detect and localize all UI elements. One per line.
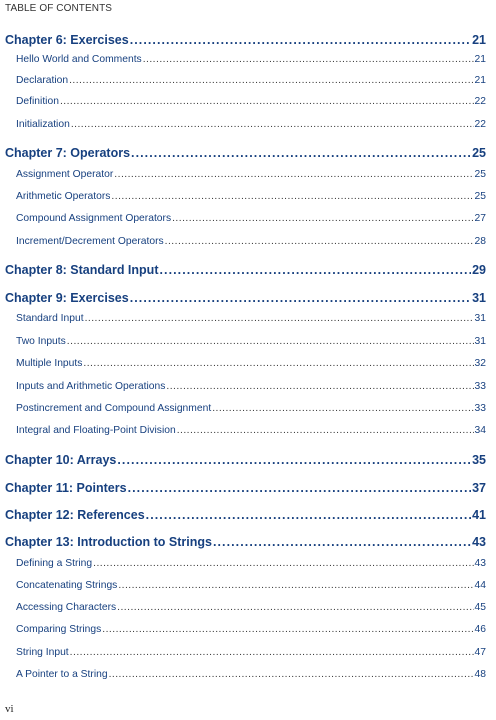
- dot-leader: [177, 425, 474, 436]
- toc-entry-title: Accessing Characters: [16, 602, 117, 613]
- toc-section-entry[interactable]: [16, 169, 486, 180]
- dot-leader: [146, 508, 471, 522]
- toc-entry-title: Postincrement and Compound Assignment: [16, 403, 212, 414]
- toc-entry-page: 25: [474, 169, 486, 180]
- dot-leader: [93, 558, 473, 569]
- toc-entry-page: 21: [472, 33, 486, 47]
- toc-chapter-entry[interactable]: [5, 33, 486, 47]
- toc-section-entry[interactable]: [16, 96, 486, 107]
- dot-leader: [109, 669, 474, 680]
- toc-entry-page: 29: [472, 263, 486, 277]
- toc-entry-page: 22: [474, 96, 486, 107]
- dot-leader: [117, 453, 471, 467]
- toc-entry-page: 25: [472, 146, 486, 160]
- toc-section-entry[interactable]: [16, 558, 486, 569]
- toc-section-entry[interactable]: [16, 425, 486, 436]
- toc-entry-title: String Input: [16, 647, 69, 658]
- toc-entry-title: Chapter 8: Standard Input: [5, 263, 159, 277]
- toc-entry-page: 33: [474, 403, 486, 414]
- toc-entry-page: 43: [472, 535, 486, 549]
- toc-entry-title: Chapter 11: Pointers: [5, 481, 127, 495]
- toc-section-entry[interactable]: [16, 119, 486, 130]
- dot-leader: [213, 535, 471, 549]
- dot-leader: [212, 403, 473, 414]
- toc-section-entry[interactable]: [16, 647, 486, 658]
- toc-chapter-entry[interactable]: [5, 146, 486, 160]
- page-number: vi: [5, 703, 14, 715]
- dot-leader: [143, 54, 474, 65]
- toc-entry-page: 47: [474, 647, 486, 658]
- toc-entry-title: Chapter 9: Exercises: [5, 291, 129, 305]
- toc-entry-title: Multiple Inputs: [16, 358, 83, 369]
- dot-leader: [166, 381, 473, 392]
- toc-chapter-entry[interactable]: [5, 535, 486, 549]
- toc-section-entry[interactable]: [16, 669, 486, 680]
- toc-entry-title: Compound Assignment Operators: [16, 213, 172, 224]
- dot-leader: [71, 119, 474, 130]
- toc-entry-title: Standard Input: [16, 313, 84, 324]
- toc-section-entry[interactable]: [16, 54, 486, 65]
- toc-entry-page: 37: [472, 481, 486, 495]
- dot-leader: [130, 291, 471, 305]
- toc-section-entry[interactable]: [16, 381, 486, 392]
- toc-entry-page: 28: [474, 236, 486, 247]
- toc-entry-title: A Pointer to a String: [16, 669, 108, 680]
- toc-entry-title: Two Inputs: [16, 336, 66, 347]
- toc-entry-page: 31: [472, 291, 486, 305]
- toc-entry-page: 22: [474, 119, 486, 130]
- dot-leader: [67, 336, 474, 347]
- toc-entry-page: 27: [474, 213, 486, 224]
- toc-chapter-entry[interactable]: [5, 263, 486, 277]
- dot-leader: [111, 191, 473, 202]
- toc-entry-title: Chapter 12: References: [5, 508, 145, 522]
- toc-entry-page: 21: [474, 75, 486, 86]
- dot-leader: [165, 236, 474, 247]
- toc-section-entry[interactable]: [16, 313, 486, 324]
- toc-entry-page: 31: [474, 313, 486, 324]
- toc-entry-page: 35: [472, 453, 486, 467]
- dot-leader: [102, 624, 473, 635]
- toc-chapter-entry[interactable]: [5, 481, 486, 495]
- toc-chapter-entry[interactable]: [5, 453, 486, 467]
- toc-entry-title: Concatenating Strings: [16, 580, 118, 591]
- toc-entry-title: Declaration: [16, 75, 69, 86]
- toc-entry-title: Integral and Floating-Point Division: [16, 425, 176, 436]
- toc-entry-title: Arithmetic Operators: [16, 191, 111, 202]
- toc-entry-title: Comparing Strings: [16, 624, 102, 635]
- dot-leader: [85, 313, 474, 324]
- dot-leader: [70, 647, 474, 658]
- toc-entry-title: Increment/Decrement Operators: [16, 236, 164, 247]
- toc-entry-title: Definition: [16, 96, 59, 107]
- dot-leader: [60, 96, 474, 107]
- toc-section-entry[interactable]: [16, 580, 486, 591]
- toc-entry-page: 31: [474, 336, 486, 347]
- dot-leader: [117, 602, 473, 613]
- toc-chapter-entry[interactable]: [5, 291, 486, 305]
- toc-entry-title: Chapter 13: Introduction to Strings: [5, 535, 212, 549]
- toc-entry-title: Defining a String: [16, 558, 93, 569]
- toc-entry-page: 32: [474, 358, 486, 369]
- toc-entry-title: Assignment Operator: [16, 169, 114, 180]
- toc-entry-page: 25: [474, 191, 486, 202]
- dot-leader: [83, 358, 473, 369]
- toc-entry-title: Chapter 10: Arrays: [5, 453, 117, 467]
- toc-section-entry[interactable]: [16, 358, 486, 369]
- toc-entry-title: Hello World and Comments: [16, 54, 142, 65]
- toc-entry-title: Initialization: [16, 119, 70, 130]
- toc-entry-page: 43: [474, 558, 486, 569]
- dot-leader: [114, 169, 473, 180]
- toc-entry-page: 33: [474, 381, 486, 392]
- toc-section-entry[interactable]: [16, 75, 486, 86]
- toc-entry-page: 34: [474, 425, 486, 436]
- dot-leader: [131, 146, 471, 160]
- dot-leader: [130, 33, 471, 47]
- dot-leader: [172, 213, 473, 224]
- dot-leader: [118, 580, 473, 591]
- dot-leader: [128, 481, 472, 495]
- toc-section-entry[interactable]: [16, 624, 486, 635]
- toc-entry-title: Chapter 7: Operators: [5, 146, 131, 160]
- toc-chapter-entry[interactable]: [5, 508, 486, 522]
- toc-section-entry[interactable]: [16, 602, 486, 613]
- toc-section-entry[interactable]: [16, 236, 486, 247]
- toc-section-entry[interactable]: [16, 336, 486, 347]
- toc-entry-page: 45: [474, 602, 486, 613]
- toc-entry-page: 44: [474, 580, 486, 591]
- toc-entry-page: 41: [472, 508, 486, 522]
- toc-section-entry[interactable]: [16, 213, 486, 224]
- running-header: TABLE OF CONTENTS: [5, 3, 113, 14]
- dot-leader: [69, 75, 473, 86]
- dot-leader: [159, 263, 471, 277]
- toc-entry-title: Inputs and Arithmetic Operations: [16, 381, 166, 392]
- toc-section-entry[interactable]: [16, 191, 486, 202]
- toc-entry-page: 48: [474, 669, 486, 680]
- toc-entry-page: 21: [474, 54, 486, 65]
- toc-section-entry[interactable]: [16, 403, 486, 414]
- toc-entry-page: 46: [474, 624, 486, 635]
- toc-entry-title: Chapter 6: Exercises: [5, 33, 129, 47]
